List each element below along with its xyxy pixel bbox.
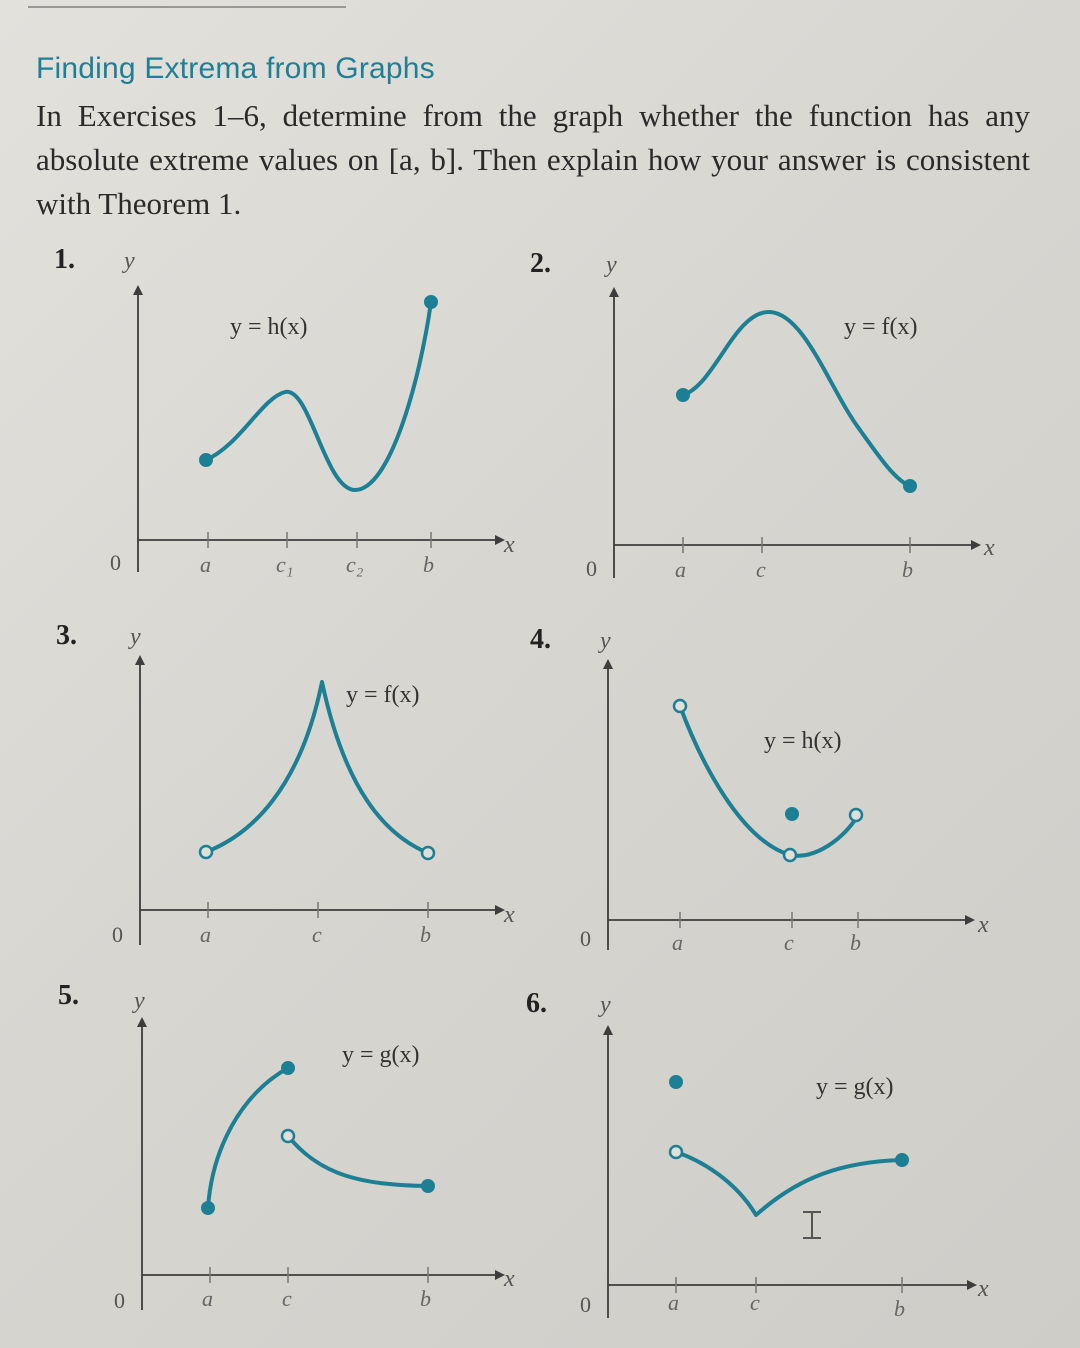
graph-number: 1. — [54, 244, 75, 275]
x-axis-label: x — [984, 535, 995, 561]
y-axis-label: y — [600, 628, 611, 654]
tick-label-c: c — [282, 1286, 292, 1311]
tick-label-c: c — [312, 922, 322, 947]
origin-label: 0 — [586, 556, 597, 581]
tick-label-b: b — [420, 1286, 431, 1311]
endpoint-b-filled — [896, 1154, 908, 1166]
point-c-filled — [786, 808, 798, 820]
x-axis-label: x — [978, 912, 989, 938]
endpoint-b-filled — [422, 1180, 434, 1192]
origin-label: 0 — [114, 1288, 125, 1313]
x-axis-label: x — [504, 532, 515, 558]
graph-3 — [56, 620, 515, 947]
function-label: y = g(x) — [816, 1074, 894, 1100]
graph-6 — [526, 988, 989, 1321]
tick-label-b: b — [850, 930, 861, 955]
y-axis-label: y — [600, 992, 611, 1018]
origin-label: 0 — [580, 1292, 591, 1317]
instructions-text: In Exercises 1–6, determine from the graph whether the function has any absolute extreme values on [a, b]. Then explain how your answer is consistent with Theorem 1. — [36, 98, 1030, 221]
tick-label-c: c — [750, 1290, 760, 1315]
origin-label: 0 — [112, 922, 123, 947]
tick-label-a: a — [200, 552, 211, 577]
endpoint-b-filled — [904, 480, 916, 492]
x-axis-label: x — [504, 902, 515, 928]
graph-1 — [54, 244, 515, 577]
curve-g — [676, 1152, 902, 1215]
origin-label: 0 — [580, 926, 591, 951]
x-axis-label: x — [978, 1276, 989, 1302]
tick-label-a: a — [202, 1286, 213, 1311]
tick-label-b: b — [420, 922, 431, 947]
tick-label-a: a — [675, 557, 686, 582]
tick-label-c: c — [784, 930, 794, 955]
section-title: Finding Extrema from Graphs — [36, 52, 435, 85]
graph-number: 4. — [530, 624, 551, 655]
point-a-filled — [670, 1076, 682, 1088]
endpoint-a-open — [670, 1146, 682, 1158]
function-label: y = f(x) — [346, 682, 420, 708]
tick-label-a: a — [672, 930, 683, 955]
graph-number: 6. — [526, 988, 547, 1019]
curve-g-right — [288, 1136, 428, 1186]
function-label: y = h(x) — [230, 314, 308, 340]
tick-label-a: a — [668, 1290, 679, 1315]
y-axis-label: y — [606, 252, 617, 278]
graph-2 — [530, 248, 995, 582]
endpoint-b-open — [422, 847, 434, 859]
point-c-filled — [282, 1062, 294, 1074]
y-axis-label: y — [124, 248, 135, 274]
endpoint-b-open — [850, 809, 862, 821]
endpoint-a-open — [674, 700, 686, 712]
graph-5 — [58, 980, 515, 1313]
endpoint-a-open — [200, 846, 212, 858]
endpoint-a-filled — [200, 454, 212, 466]
function-label: y = f(x) — [844, 314, 918, 340]
graph-number: 2. — [530, 248, 551, 279]
point-c-open — [784, 849, 796, 861]
curve-g-left — [208, 1068, 288, 1208]
tick-label-c1: c₁ — [276, 552, 294, 577]
function-label: y = g(x) — [342, 1042, 420, 1068]
tick-label-c: c — [756, 557, 766, 582]
point-c-open — [282, 1130, 294, 1142]
function-label: y = h(x) — [764, 728, 842, 754]
tick-label-b: b — [902, 557, 913, 582]
graph-number: 5. — [58, 980, 79, 1011]
tick-label-c2: c₂ — [346, 552, 364, 577]
tick-label-a: a — [200, 922, 211, 947]
endpoint-b-filled — [425, 296, 437, 308]
origin-label: 0 — [110, 550, 121, 575]
graph-number: 3. — [56, 620, 77, 651]
x-axis-label: x — [504, 1266, 515, 1292]
endpoint-a-filled — [677, 389, 689, 401]
y-axis-label: y — [130, 624, 141, 650]
text-cursor-icon — [803, 1212, 821, 1238]
y-axis-label: y — [134, 988, 145, 1014]
tick-label-b: b — [894, 1296, 905, 1321]
tick-label-b: b — [423, 552, 434, 577]
endpoint-a-filled — [202, 1202, 214, 1214]
graph-4 — [530, 624, 989, 955]
